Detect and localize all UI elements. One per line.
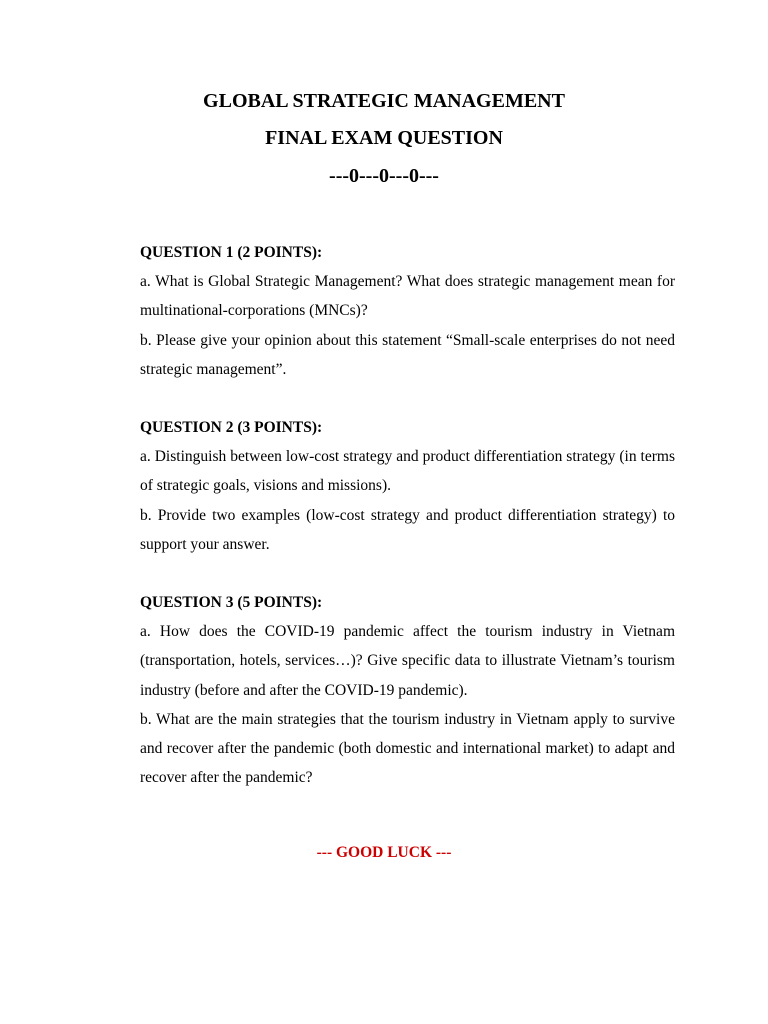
question-1-heading: QUESTION 1 (2 POINTS):: [140, 244, 323, 261]
question-2: [140, 413, 675, 559]
question-2-heading: QUESTION 2 (3 POINTS):: [140, 419, 323, 437]
question-1-part-a: a. What is Global Strategic Management? What does strategic management mean for multinational-corporations (MNCs)?: [140, 273, 675, 320]
good-luck-closing: --- GOOD LUCK ---: [316, 844, 452, 861]
questions-body: [140, 238, 675, 792]
title-separator: ---0---0---0---: [329, 165, 439, 187]
question-3-heading: QUESTION 3 (5 POINTS):: [140, 594, 323, 612]
question-2-part-a: a. Distinguish between low-cost strategy and product differentiation strategy (in terms of strategic goals, visions and missions).: [140, 448, 675, 495]
question-3-part-a: a. How does the COVID-19 pandemic affect the tourism industry in Vietnam (transportation, hotels, services…)? Give specific data to illustrate Vietnam’s tourism industry (before and after the COVID-19 pandemic).: [140, 623, 675, 699]
question-2-part-b: b. Provide two examples (low-cost strategy and product differentiation strategy) to support your answer.: [140, 506, 675, 553]
course-title: GLOBAL STRATEGIC MANAGEMENT: [203, 90, 565, 112]
question-3: [140, 588, 675, 792]
question-1: [140, 238, 675, 384]
exam-title: FINAL EXAM QUESTION: [265, 127, 503, 149]
question-1-part-b: b. Please give your opinion about this statement “Small-scale enterprises do not need strategic management”.: [140, 331, 675, 378]
question-3-part-b: b. What are the main strategies that the tourism industry in Vietnam apply to survive and recover after the pandemic (both domestic and international market) to adapt and recover after the pandemic?: [140, 710, 675, 787]
